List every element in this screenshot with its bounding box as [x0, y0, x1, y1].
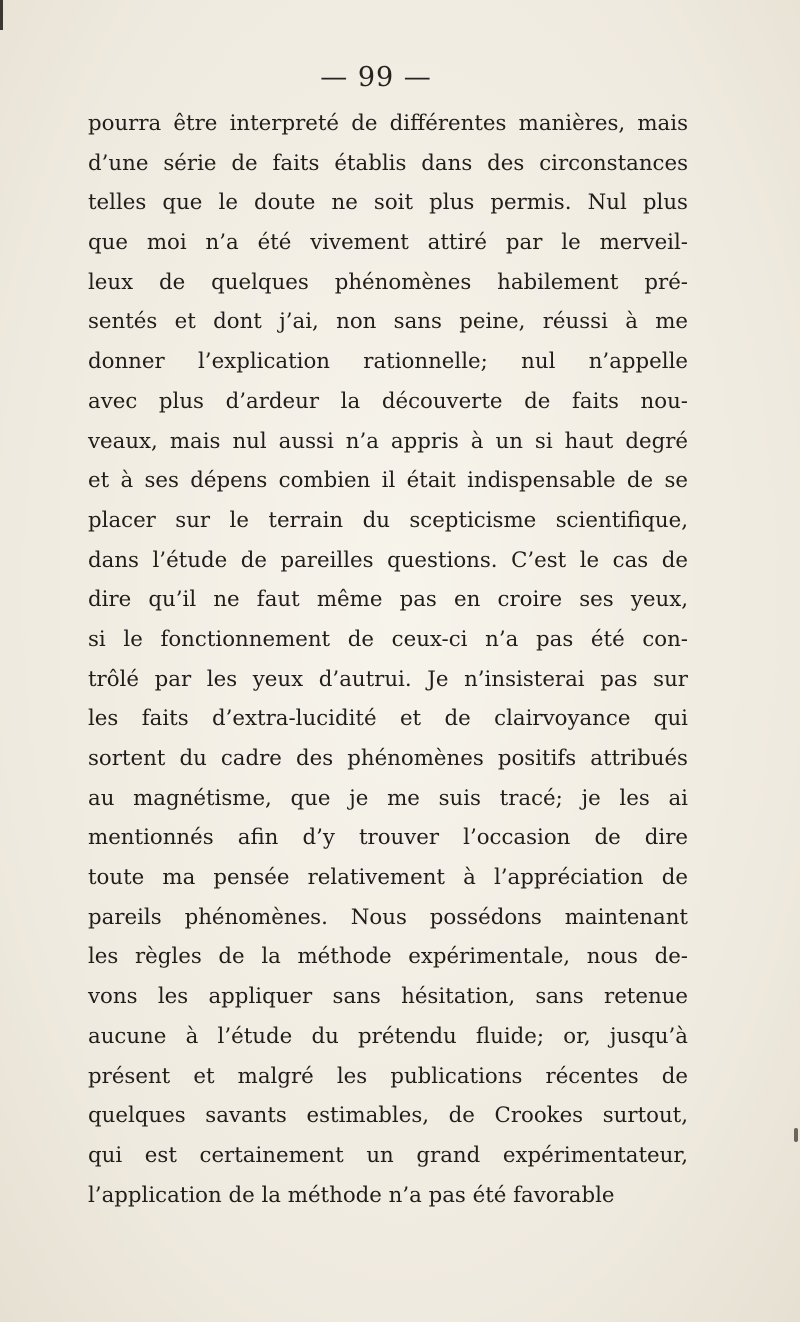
- text-line: sentés et dont j’ai, non sans peine, réussi à me: [88, 309, 688, 335]
- text-line: toute ma pensée relativement à l’appréciation de: [88, 865, 688, 891]
- text-line: et à ses dépens combien il était indispensable de se: [88, 468, 688, 494]
- text-line: que moi n’a été vivement attiré par le merveil-: [88, 230, 688, 256]
- text-line: veaux, mais nul aussi n’a appris à un si haut degré: [88, 428, 688, 454]
- text-line: mentionnés afin d’y trouver l’occasion de dire: [88, 825, 688, 851]
- text-line: trôlé par les yeux d’autrui. Je n’insisterai pas sur: [88, 666, 688, 692]
- text-line: si le fonctionnement de ceux-ci n’a pas été con-: [88, 626, 688, 652]
- page-edge-rule: [0, 0, 3, 30]
- text-line: vons les appliquer sans hésitation, sans retenue: [88, 984, 688, 1010]
- text-line: placer sur le terrain du scepticisme scientifique,: [88, 507, 688, 533]
- text-line: pourra être interpreté de différentes manières, mais: [88, 111, 688, 136]
- text-line: qui est certainement un grand expérimentateur,: [88, 1142, 688, 1168]
- text-line: sortent du cadre des phénomènes positifs attribués: [88, 746, 688, 771]
- text-line: dans l’étude de pareilles questions. C’est le cas de: [88, 547, 688, 573]
- text-line: les règles de la méthode expérimentale, nous de-: [88, 944, 688, 970]
- text-line: telles que le doute ne soit plus permis. Nul plus: [88, 190, 688, 216]
- text-line: les faits d’extra-lucidité et de clairvoyance qui: [88, 706, 688, 732]
- text-line: d’une série de faits établis dans des circonstances: [88, 150, 688, 176]
- text-line: quelques savants estimables, de Crookes surtout,: [88, 1103, 688, 1129]
- text-line: leux de quelques phénomènes habilement pré-: [88, 269, 688, 295]
- text-line: pareils phénomènes. Nous possédons maintenant: [88, 904, 688, 930]
- text-line: avec plus d’ardeur la découverte de faits nou-: [88, 388, 688, 414]
- text-line: aucune à l’étude du prétendu fluide; or, jusqu’à: [88, 1023, 688, 1049]
- page-edge-mark: [794, 1128, 798, 1142]
- page-number: — 99 —: [320, 62, 432, 93]
- text-line: dire qu’il ne faut même pas en croire ses yeux,: [88, 587, 688, 613]
- text-line: donner l’explication rationnelle; nul n’appelle: [88, 349, 688, 375]
- text-line: au magnétisme, que je me suis tracé; je les ai: [88, 785, 688, 811]
- body-text: [88, 104, 688, 1215]
- text-line: l’application de la méthode n’a pas été favorable: [88, 1182, 615, 1208]
- text-line: présent et malgré les publications récentes de: [88, 1063, 688, 1089]
